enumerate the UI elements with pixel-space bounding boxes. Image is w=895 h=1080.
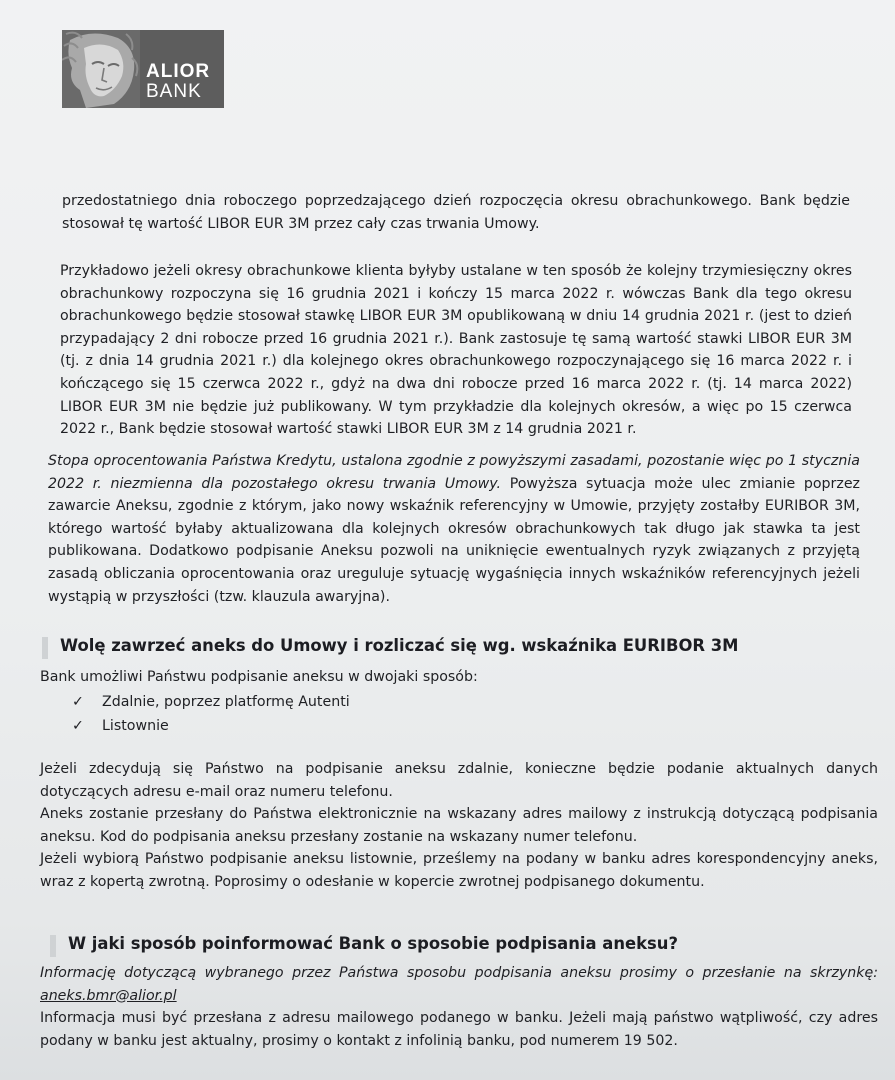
paragraph-intro: przedostatniego dnia roboczego poprzedzającego dzień rozpoczęcia okresu obrachunkowego. Bank będzie stosował tę wartość LIBOR EUR 3M przez cały czas trwania Umowy. — [62, 193, 850, 232]
section-heading-aneks: Wolę zawrzeć aneks do Umowy i rozliczać się wg. wskaźnika EURIBOR 3M — [60, 636, 739, 655]
inform-bank-text: Informację dotyczącą wybranego przez Państwa sposobu podpisania aneksu prosimy o przesłanie na skrzynkę: — [40, 965, 878, 981]
inform-bank-line2: Informacja musi być przesłana z adresu mailowego podanego w banku. Jeżeli mają państwo wątpliwość, czy adres podany w banku jest aktualny, prosimy o kontakt z infolinią banku, pod numerem 19 502. — [40, 1010, 878, 1049]
list-item — [72, 714, 350, 738]
logo-line-alior: ALIOR — [146, 61, 211, 82]
signing-details — [40, 758, 878, 894]
paragraph-rate-italic: Stopa oprocentowania Państwa Kredytu, ustalona zgodnie z powyższymi zasadami, pozostanie więc po 1 stycznia 2022 r. niezmienna dla pozostałego okresu trwania Umowy. — [48, 453, 860, 492]
signing-methods-intro: Bank umożliwi Państwu podpisanie aneksu w dwojaki sposób: — [40, 669, 478, 685]
signing-detail-postal: Jeżeli wybiorą Państwo podpisanie aneksu listownie, prześlemy na podany w banku adres korespondencyjny aneks, wraz z kopertą zwrotną. Poprosimy o odesłanie w kopercie zwrotnej podpisanego dokumentu. — [40, 851, 878, 890]
section-heading-inform-bank: W jaki sposób poinformować Bank o sposobie podpisania aneksu? — [68, 934, 678, 953]
check-icon: ✓ — [72, 694, 84, 710]
check-icon: ✓ — [72, 718, 84, 734]
signing-detail-electronic: Aneks zostanie przesłany do Państwa elektronicznie na wskazany adres mailowy z instrukcją dotyczącą podpisania aneksu. Kod do podpisania aneksu przesłany zostanie na wskazany numer telefonu. — [40, 806, 878, 845]
logo-text — [146, 62, 210, 102]
paragraph-example: Przykładowo jeżeli okresy obrachunkowe klienta byłyby ustalane w ten sposób że kolejny trzymiesięczny okres obrachunkowy rozpoczyna się 16 grudnia 2021 i kończy 15 marca 2022 r. wówczas Bank dla tego okresu obrachunkowego będzie stosował stawkę LIBOR EUR 3M opublikowaną w dniu 14 grudnia 2021 r. (jest to dzień przypadający 2 dni robocze przed 16 grudnia 2021 r.). Bank zastosuje tę samą wartość stawki LIBOR EUR 3M (tj. z dnia 14 grudnia 2021 r.) dla kolejnego okres obrachunkowego rozpoczynającego się 16 marca 2022 r. i kończącego się 15 czerwca 2022 r., gdyż na dwa dni robocze przed 16 marca 2022 r. (tj. 14 marca 2022) LIBOR EUR 3M nie będzie już publikowany. W tym przykładzie dla kolejnych okresów, a więc po 15 czerwca 2022 r., Bank będzie stosował wartość stawki LIBOR EUR 3M z 14 grudnia 2021 r. — [60, 263, 852, 438]
option-remote: Zdalnie, poprzez platformę Autenti — [102, 694, 350, 710]
paragraph-rate-rest: Powyższa sytuacja może ulec zmianie poprzez zawarcie Aneksu, zgodnie z którym, jako nowy wskaźnik referencyjny w Umowie, przyjęty zostałby EURIBOR 3M, którego wartość byłaby aktualizowana dla kolejnych okresów obrachunkowych tak długo jak stawka ta jest publikowana. Dodatkowo podpisanie Aneksu pozwoli na uniknięcie ewentualnych ryzyk związanych z przyjętą zasadą obliczania oprocentowania oraz ureguluje sytuację wygaśnięcia innych wskaźników referencyjnych jeżeli wystąpią w przyszłości (tzw. klauzula awaryjna). — [48, 475, 860, 605]
inform-bank-body — [40, 962, 878, 1052]
email-link[interactable]: aneks.bmr@alior.pl — [40, 987, 177, 1004]
alior-bank-logo — [62, 30, 224, 108]
option-postal: Listownie — [102, 718, 169, 734]
inform-bank-line1 — [40, 962, 878, 1007]
logo-line-bank: BANK — [146, 81, 202, 102]
signing-methods-list — [72, 690, 350, 738]
signing-detail-remote: Jeżeli zdecydują się Państwo na podpisanie aneksu zdalnie, konieczne będzie podanie aktualnych danych dotyczących adresu e-mail oraz numeru telefonu. — [40, 761, 878, 800]
paragraph-rate-info — [48, 450, 860, 608]
list-item — [72, 690, 350, 714]
